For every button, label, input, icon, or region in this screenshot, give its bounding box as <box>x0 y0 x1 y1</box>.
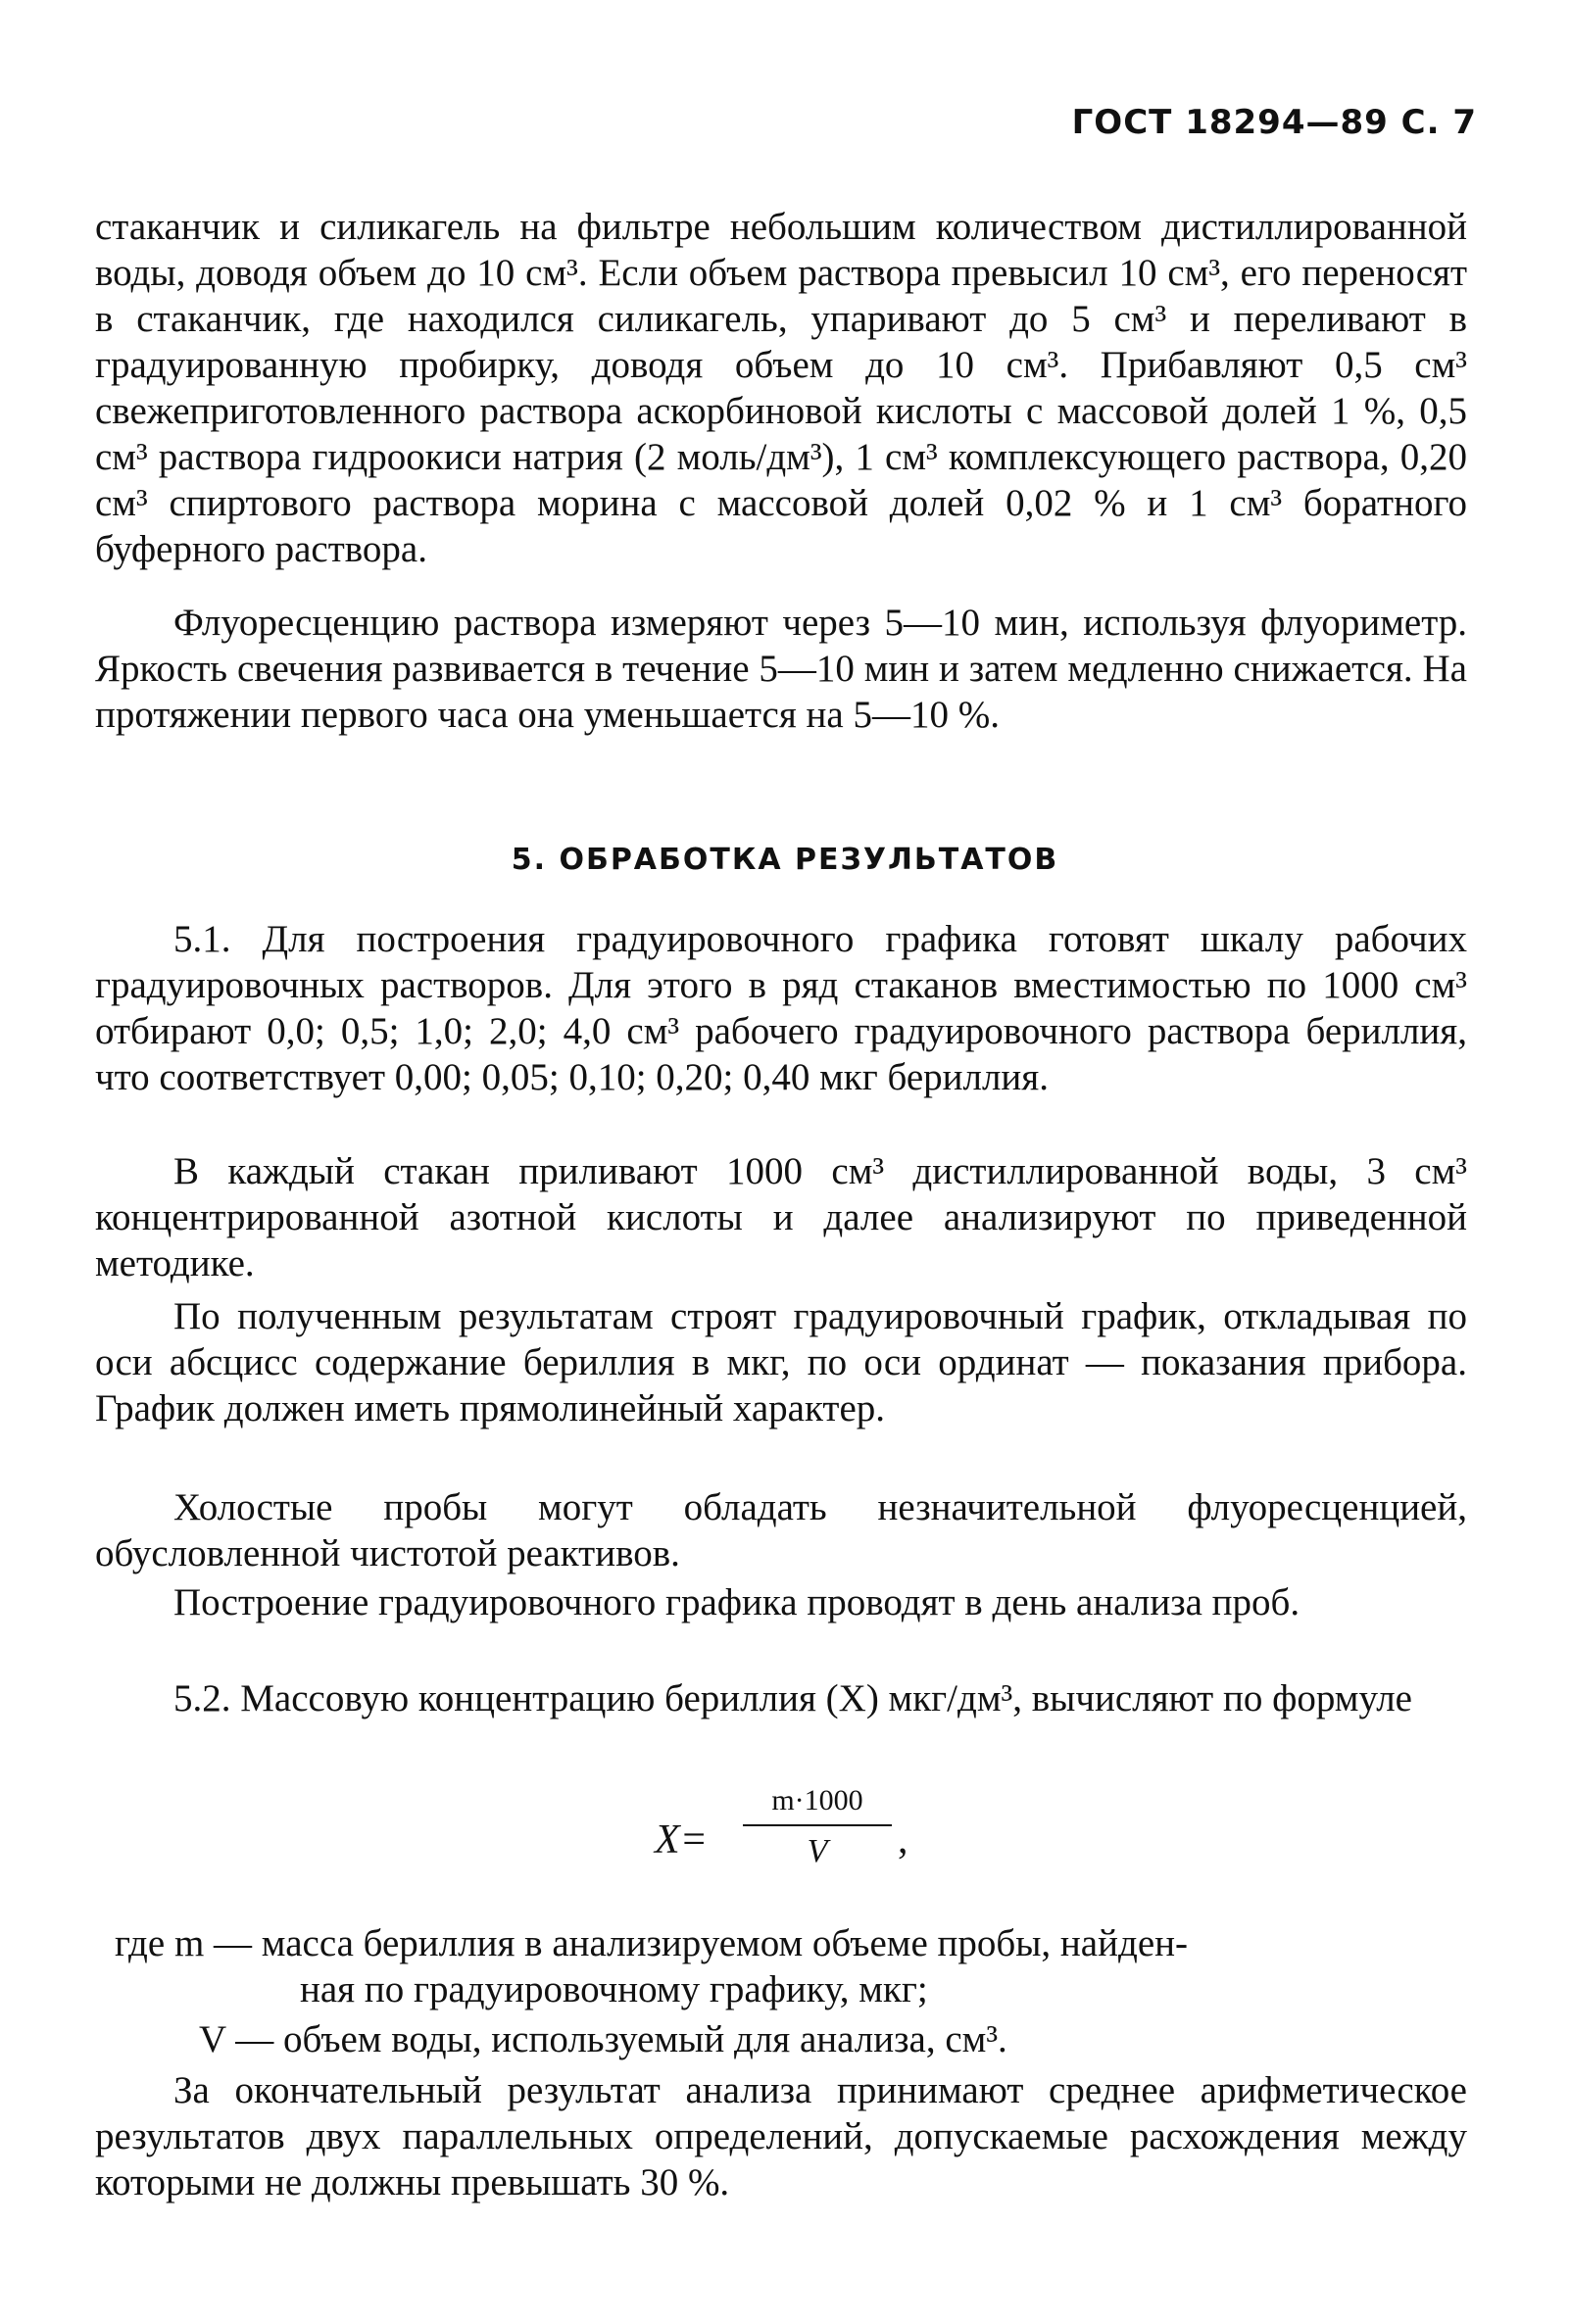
definition-m-line1: где m — масса бериллия в анализируемом объеме пробы, найден- <box>115 1922 1188 1964</box>
section-title: 5. ОБРАБОТКА РЕЗУЛЬТАТОВ <box>511 843 1059 877</box>
paragraph-fluorescence: Флуоресценцию раствора измеряют через 5—10 мин, используя флуориметр. Яркость свечения развивается в течение 5—10 мин и затем медленно снижается. На протяжении первого часа она уменьшается на 5—10 %. <box>95 602 1467 736</box>
paragraph-5-1: 5.1. Для построения градуировочного графика готовят шкалу рабочих градуировочных растворов. Для этого в ряд стаканов вместимостью по 1000 см³ отбирают 0,0; 0,5; 1,0; 2,0; 4,0 см³ рабочего градуировочного раствора бериллия, что соответствует 0,00; 0,05; 0,10; 0,20; 0,40 мкг бериллия. <box>95 918 1467 1098</box>
paragraph-calibration-prep: В каждый стакан приливают 1000 см³ дистиллированной воды, 3 см³ концентрированной азотной кислоты и далее анализируют по приведенной методике. <box>95 1150 1467 1284</box>
formula-comma: , <box>898 1817 908 1863</box>
concentration-formula <box>655 1783 949 1891</box>
formula-numerator: m·1000 <box>771 1784 863 1816</box>
paragraph-calibration-graph: По полученным результатам строят градуировочный график, откладывая по оси абсцисс содержание бериллия в мкг, по оси ординат — показания прибора. График должен иметь прямолинейный характер. <box>95 1295 1467 1429</box>
paragraph-5-2: 5.2. Массовую концентрацию бериллия (X) мкг/дм³, вычисляют по формуле <box>173 1677 1412 1719</box>
paragraph-graph-timing: Построение градуировочного графика проводят в день анализа проб. <box>173 1581 1300 1623</box>
paragraph-blank-samples: Холостые пробы могут обладать незначительной флуоресценцией, обусловленной чистотой реактивов. <box>95 1486 1467 1574</box>
paragraph-continuation: стаканчик и силикагель на фильтре небольшим количеством дистиллированной воды, доводя объем до 10 см³. Если объем раствора превысил 10 см³, его переносят в стаканчик, где находился силикагель, упаривают до 5 см³ и переливают в градуированную пробирку, доводя объем до 10 см³. Прибавляют 0,5 см³ свежеприготовленного раствора аскорбиновой кислоты с массовой долей 1 %, 0,5 см³ раствора гидроокиси натрия (2 моль/дм³), 1 см³ комплексующего раствора, 0,20 см³ спиртового раствора морина с массовой долей 0,02 % и 1 см³ боратного буферного раствора. <box>95 206 1467 570</box>
paragraph-final-result: За окончательный результат анализа принимают среднее арифметическое результатов двух параллельных определений, допускаемые расхождения между которыми не должны превышать 30 %. <box>95 2069 1467 2203</box>
formula-lhs: X= <box>655 1817 708 1863</box>
definition-m-line2: ная по градуировочному графику, мкг; <box>300 1968 928 2010</box>
formula-denominator: V <box>807 1833 828 1869</box>
definition-v: V — объем воды, используемый для анализа, см³. <box>199 2018 1007 2060</box>
formula-fraction <box>743 1783 892 1871</box>
fraction-bar <box>743 1824 892 1826</box>
page-header: ГОСТ 18294—89 С. 7 <box>1071 103 1477 142</box>
